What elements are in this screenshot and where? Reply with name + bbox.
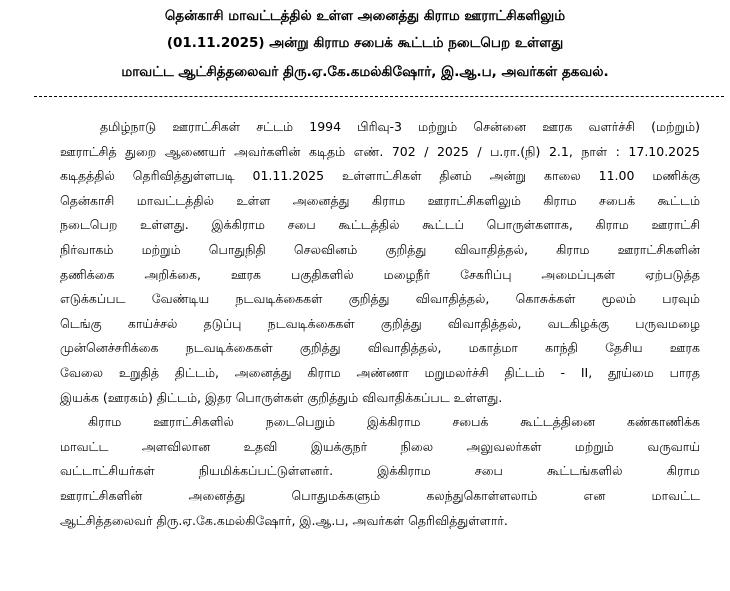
body-line: ஆட்சித்தலைவர் திரு.ஏ.கே.கமல்கிஷோர், இ.ஆ.ப, அவர்கள் தெரிவித்துள்ளார். [60, 512, 508, 528]
body-line: எடுக்கப்பட வேண்டிய நடவடிக்கைகள் குறித்து விவாதித்தல், கொசுக்கள் மூலம் பரவும் [60, 291, 700, 307]
body-line: வேலை உறுதித் திட்டம், அனைத்து கிராம அண்ணா மறுமலர்ச்சி திட்டம் - II, தூய்மை பாரத [60, 364, 700, 380]
body-line: இயக்க (ஊரகம்) திட்டம், இதர பொருள்கள் குறித்தும் விவாதிக்கப்பட உள்ளது. [60, 389, 503, 405]
body-line: ஊராட்சிகளின் அனைத்து பொதுமக்களும் கலந்துகொள்ளலாம் என மாவட்ட [60, 487, 700, 503]
title-line-2: (01.11.2025) அன்று கிராம சபைக் கூட்டம் நடைபெற உள்ளது [166, 35, 564, 51]
body-line: முன்னெச்சரிக்கை நடவடிக்கைகள் குறித்து விவாதித்தல், மகாத்மா காந்தி தேசிய ஊரக [60, 340, 700, 356]
title-line-3: மாவட்ட ஆட்சித்தலைவர் திரு.ஏ.கே.கமல்கிஷோர், இ.ஆ.ப, அவர்கள் தகவல். [121, 64, 609, 80]
body-line: ஊராட்சித் துறை ஆணையர் அவர்களின் கடிதம் எண். 702 / 2025 / ப.ரா.(நி) 2.1, நாள் : 17.10.2025 [60, 143, 700, 159]
paragraph-2 [60, 410, 700, 533]
body-line: கடிதத்தில் தெரிவித்துள்ளபடி 01.11.2025 உள்ளாட்சிகள் தினம் அன்று காலை 11.00 மணிக்கு [60, 168, 700, 184]
title-line-1: தென்காசி மாவட்டத்தில் உள்ள அனைத்து கிராம ஊராட்சிகளிலும் [164, 8, 566, 24]
paragraph-1 [60, 115, 700, 410]
body-line: மாவட்ட அளவிலான உதவி இயக்குநர் நிலை அலுவலர்கள் மற்றும் வருவாய் [60, 438, 700, 454]
body-line: தணிக்கை அறிக்கை, ஊரக பகுதிகளில் மழைநீர் சேகரிப்பு அமைப்புகள் ஏற்படுத்த [60, 266, 700, 282]
body-line: நிர்வாகம் மற்றும் பொதுநிதி செலவினம் குறித்து விவாதித்தல், கிராம ஊராட்சிகளின் [60, 241, 700, 257]
body-line: வட்டாட்சியர்கள் நியமிக்கப்பட்டுள்ளனர். இக்கிராம சபை கூட்டங்களில் கிராம [60, 463, 700, 479]
document-body [60, 115, 700, 533]
body-line: கிராம ஊராட்சிகளில் நடைபெறும் இக்கிராம சபைக் கூட்டத்தினை கண்காணிக்க [88, 414, 700, 430]
body-line: டெங்கு காய்ச்சல் தடுப்பு நடவடிக்கைகள் குறித்து விவாதித்தல், வடகிழக்கு பருவமழை [60, 315, 700, 331]
dashed-divider [34, 96, 724, 97]
body-line: தமிழ்நாடு ஊராட்சிகள் சட்டம் 1994 பிரிவு-3 மற்றும் சென்னை ஊரக வளர்ச்சி (மற்றும்) [100, 119, 700, 134]
body-line: நடைபெற உள்ளது. இக்கிராம சபை கூட்டத்தில் கூட்டப் பொருள்களாக, கிராம ஊராட்சி [60, 217, 700, 233]
body-line: தென்காசி மாவட்டத்தில் உள்ள அனைத்து கிராம ஊராட்சிகளிலும் கிராம சபைக் கூட்டம் [60, 192, 700, 208]
